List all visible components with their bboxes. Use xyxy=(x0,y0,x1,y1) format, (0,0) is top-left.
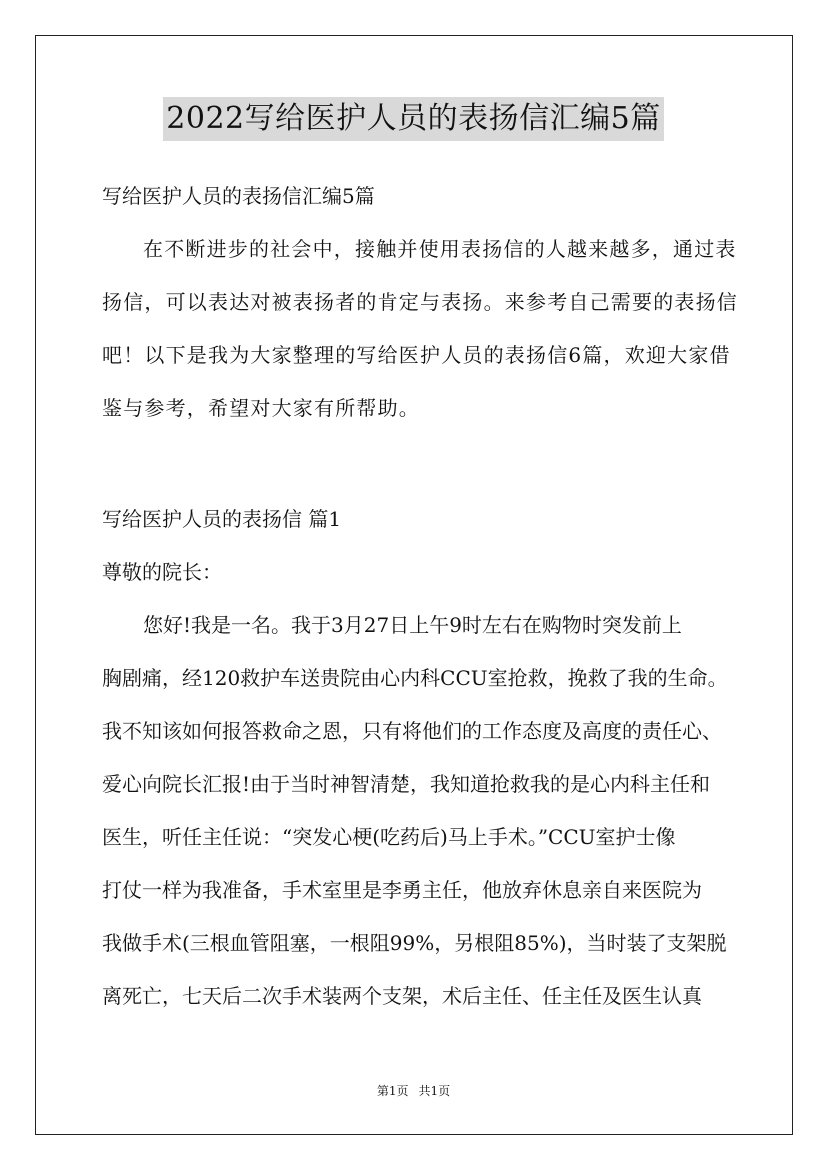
section-heading: 写给医护人员的表扬信 篇1 xyxy=(102,507,342,531)
document-subtitle: 写给医护人员的表扬信汇编5篇 xyxy=(102,184,375,208)
intro-line: 吧！以下是我为大家整理的写给医护人员的表扬信6篇，欢迎大家借 xyxy=(102,343,731,367)
document-title: 2022写给医护人员的表扬信汇编5篇 xyxy=(163,97,663,141)
page-number: 第1页 xyxy=(376,1084,409,1098)
page-footer xyxy=(0,1083,827,1099)
intro-line: 在不断进步的社会中，接触并使用表扬信的人越来越多，通过表 xyxy=(143,237,737,261)
body-line: 胸剧痛，经120救护车送贵院由心内科CCU室抢救，挽救了我的生命。 xyxy=(102,666,728,690)
title-container xyxy=(0,97,827,141)
intro-line: 扬信，可以表达对被表扬者的肯定与表扬。来参考自己需要的表扬信 xyxy=(102,290,738,314)
body-line: 我不知该如何报答救命之恩，只有将他们的工作态度及高度的责任心、 xyxy=(102,719,722,743)
body-line: 您好!我是一名。我于3月27日上午9时左右在购物时突发前上 xyxy=(143,613,682,637)
page-total: 共1页 xyxy=(418,1084,451,1098)
body-line: 医生，听任主任说：“突发心梗(吃药后)马上手术。”CCU室护士像 xyxy=(102,825,676,849)
intro-line: 鉴与参考，希望对大家有所帮助。 xyxy=(102,396,420,420)
body-line: 我做手术(三根血管阻塞，一根阻99%，另根阻85%)，当时装了支架脱 xyxy=(102,931,727,955)
body-line: 打仗一样为我准备，手术室里是李勇主任，他放弃休息亲自来医院为 xyxy=(102,878,702,902)
salutation: 尊敬的院长： xyxy=(102,560,222,584)
body-line: 离死亡，七天后二次手术装两个支架，术后主任、任主任及医生认真 xyxy=(102,984,702,1008)
body-line: 爱心向院长汇报!由于当时神智清楚，我知道抢救我的是心内科主任和 xyxy=(102,772,711,796)
